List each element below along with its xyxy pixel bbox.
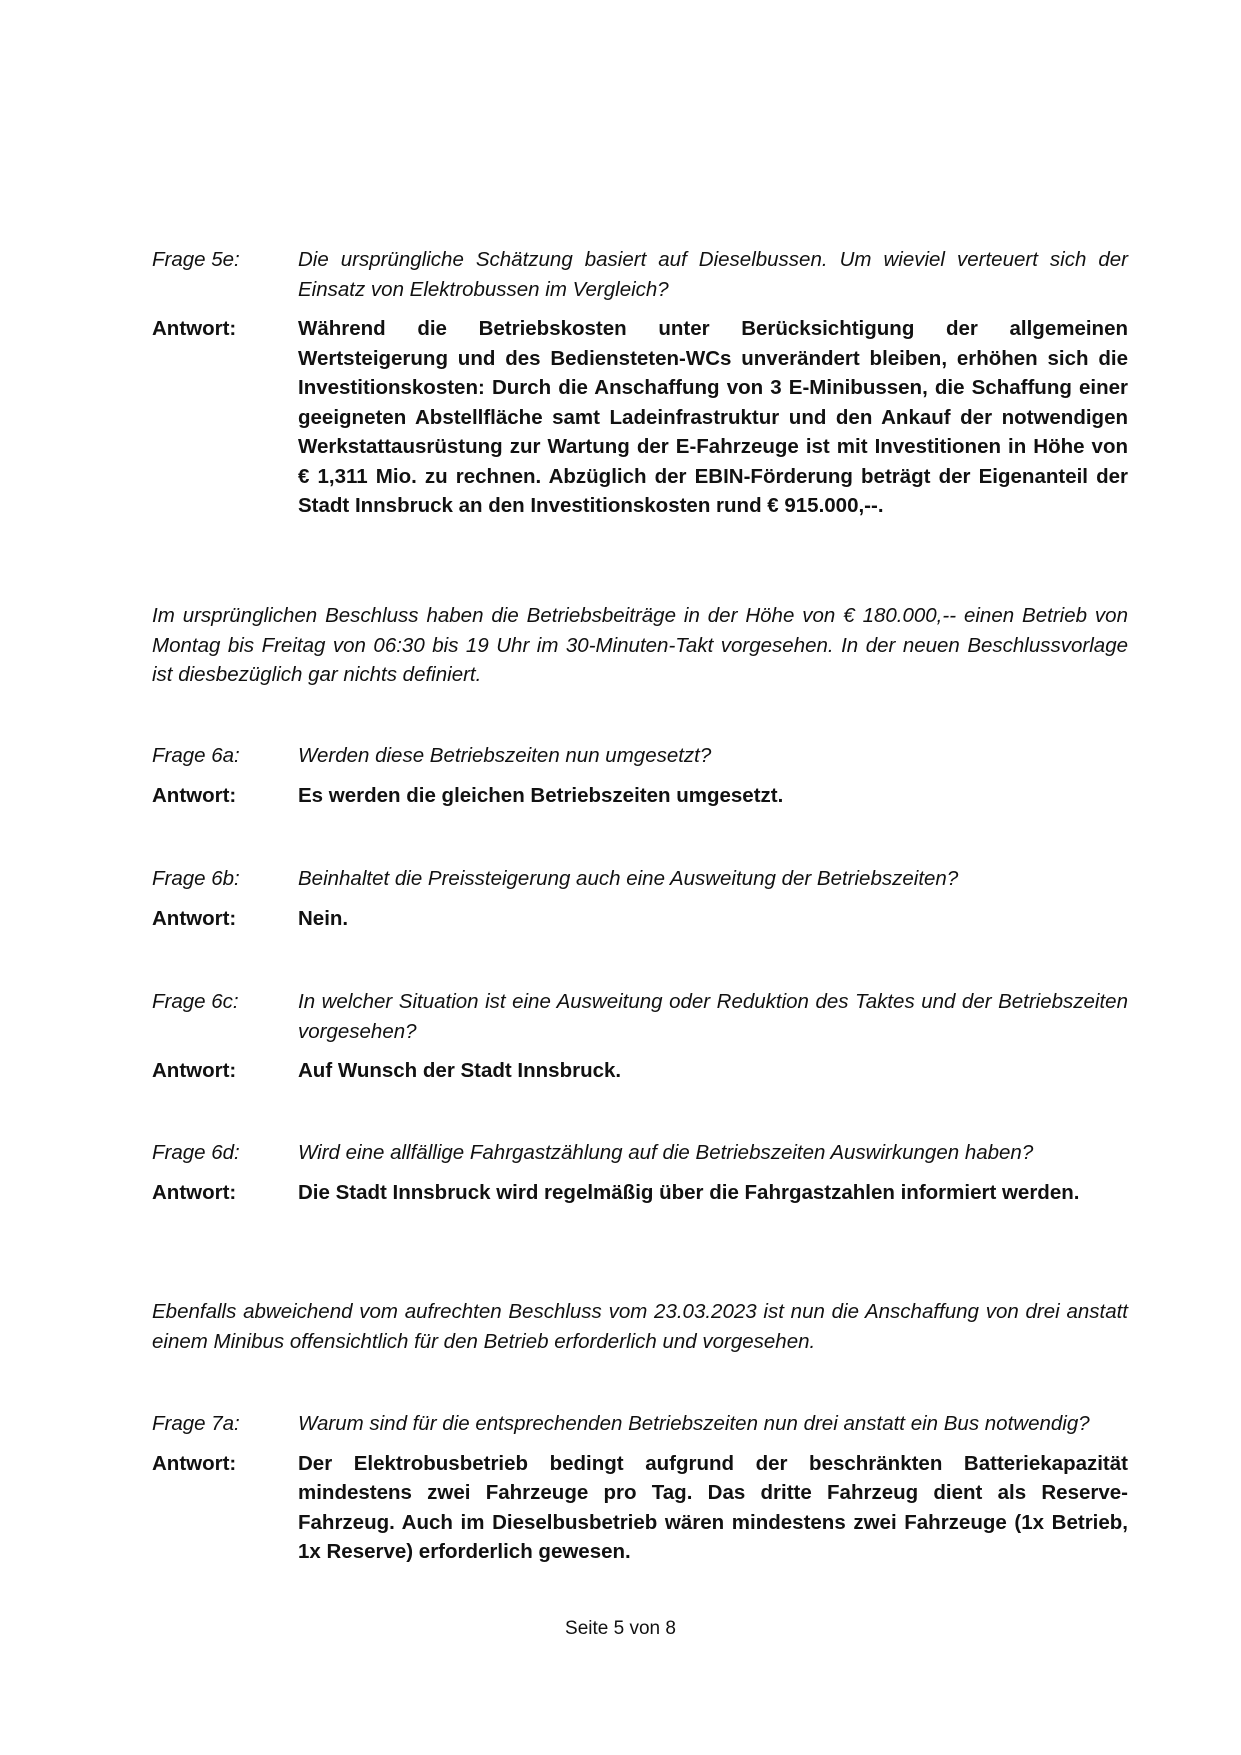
- question-row: [152, 741, 1128, 771]
- question-row: [152, 864, 1128, 894]
- answer-label: Antwort:: [152, 1451, 237, 1475]
- answer-row: [152, 1056, 1128, 1086]
- intro-paragraph-minibus: Ebenfalls abweichend vom aufrechten Beschluss vom 23.03.2023 ist nun die Anschaffung von drei anstatt einem Minibus offensichtlich für den Betrieb erforderlich und vorgesehen.: [152, 1300, 1128, 1353]
- answer-text: Es werden die gleichen Betriebszeiten umgesetzt.: [298, 783, 784, 807]
- question-label: Frage 7a:: [152, 1412, 240, 1435]
- question-label: Frage 6b:: [152, 867, 240, 890]
- answer-text: Der Elektrobusbetrieb bedingt aufgrund der beschränkten Batteriekapazität mindestens zwei Fahrzeuge pro Tag. Das dritte Fahrzeug dient als Reserve-Fahrzeug. Auch im Dieselbusbetrieb wären mindestens zwei Fahrzeuge (1x Betrieb, 1x Reserve) erforderlich gewesen.: [298, 1451, 1128, 1563]
- qa-block-6d: [152, 1138, 1128, 1207]
- question-row: [152, 245, 1128, 304]
- answer-row: [152, 1449, 1128, 1567]
- question-label: Frage 6c:: [152, 990, 239, 1013]
- question-row: [152, 1409, 1128, 1439]
- answer-label: Antwort:: [152, 1059, 237, 1082]
- answer-label: Antwort:: [152, 317, 237, 340]
- answer-row: [152, 904, 1128, 934]
- question-text: Wird eine allfällige Fahrgastzählung auf die Betriebszeiten Auswirkungen haben?: [298, 1141, 1034, 1164]
- question-row: [152, 1138, 1128, 1168]
- question-label: Frage 5e:: [152, 248, 240, 271]
- question-row: [152, 987, 1128, 1046]
- intro-paragraph-operating-hours: Im ursprünglichen Beschluss haben die Betriebsbeiträge in der Höhe von € 180.000,-- einen Betrieb von Montag bis Freitag von 06:30 bis 19 Uhr im 30-Minuten-Takt vorgesehen. In der neuen Beschlussvorlage ist diesbezüglich gar nichts definiert.: [152, 604, 1128, 686]
- answer-label: Antwort:: [152, 906, 237, 930]
- answer-text: Auf Wunsch der Stadt Innsbruck.: [298, 1059, 622, 1082]
- question-text: In welcher Situation ist eine Ausweitung oder Reduktion des Taktes und der Betriebszeiten vorgesehen?: [298, 990, 1128, 1043]
- answer-row: [152, 781, 1128, 811]
- question-label: Frage 6d:: [152, 1141, 240, 1164]
- answer-row: [152, 314, 1128, 521]
- answer-label: Antwort:: [152, 783, 237, 807]
- answer-label: Antwort:: [152, 1180, 237, 1204]
- question-text: Beinhaltet die Preissteigerung auch eine Ausweitung der Betriebszeiten?: [298, 867, 959, 890]
- question-text: Die ursprüngliche Schätzung basiert auf Dieselbussen. Um wieviel verteuert sich der Einsatz von Elektrobussen im Vergleich?: [298, 248, 1128, 301]
- qa-block-6c: [152, 987, 1128, 1086]
- question-text: Warum sind für die entsprechenden Betriebszeiten nun drei anstatt ein Bus notwendig?: [298, 1412, 1090, 1435]
- question-text: Werden diese Betriebszeiten nun umgesetzt?: [298, 744, 712, 767]
- answer-row: [152, 1178, 1128, 1208]
- question-label: Frage 6a:: [152, 744, 240, 767]
- qa-block-6a: [152, 741, 1128, 810]
- qa-block-6b: [152, 864, 1128, 933]
- qa-block-5e: [152, 245, 1128, 521]
- answer-text: Während die Betriebskosten unter Berücksichtigung der allgemeinen Wertsteigerung und des Bediensteten-WCs unverändert bleiben, erhöhen sich die Investitionskosten: Durch die Anschaffung von 3 E-Minibussen, die Schaffung einer geeigneten Abstellfläche samt Ladeinfrastruktur und den Ankauf der notwendigen Werkstattausrüstung zur Wartung der E-Fahrzeuge ist mit Investitionen in Höhe von € 1,311 Mio. zu rechnen. Abzüglich der EBIN-Förderung beträgt der Eigenanteil der Stadt Innsbruck an den Investitionskosten rund € 915.000,--.: [298, 317, 1128, 517]
- qa-block-7a: [152, 1409, 1128, 1567]
- page-number-footer: Seite 5 von 8: [565, 1618, 676, 1639]
- answer-text: Die Stadt Innsbruck wird regelmäßig über die Fahrgastzahlen informiert werden.: [298, 1180, 1080, 1204]
- answer-text: Nein.: [298, 906, 349, 930]
